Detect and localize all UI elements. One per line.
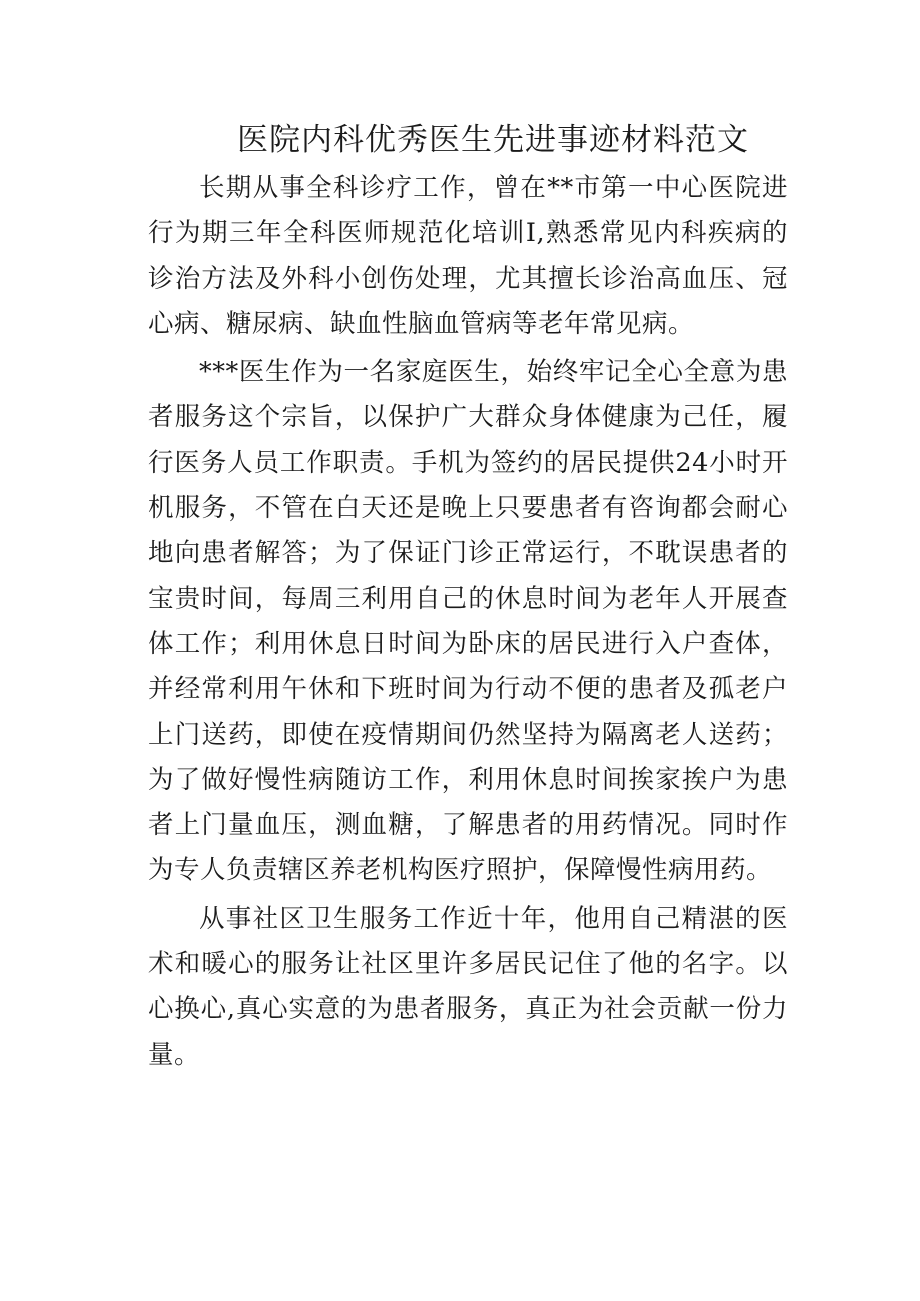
paragraph-2: ***医生作为一名家庭医生，始终牢记全心全意为患者服务这个宗旨，以保护广大群众身体健康为己任，履行医务人员工作职责。手机为签约的居民提供24小时开机服务，不管在白天还是晚上只要患者有咨询都会耐心地向患者解答；为了保证门诊正常运行，不耽误患者的宝贵时间，每周三利用自己的休息时间为老年人开展查体工作；利用休息日时间为卧床的居民进行入户查体，并经常利用午休和下班时间为行动不便的患者及孤老户上门送药，即使在疫情期间仍然坚持为隔离老人送药；为了做好慢性病随访工作，利用休息时间挨家挨户为患者上门量血压，测血糖，了解患者的用药情况。同时作为专人负责辖区养老机构医疗照护，保障慢性病用药。 — [148, 357, 788, 886]
paragraph-3: 从事社区卫生服务工作近十年，他用自己精湛的医术和暖心的服务让社区里许多居民记住了他的名字。以心换心,真心实意的为患者服务，真正为社会贡献一份力量。 — [148, 903, 788, 1070]
document-title: 医院内科优秀医生先进事迹材料范文 — [237, 122, 749, 158]
document-body — [148, 166, 788, 1081]
paragraph-1: 长期从事全科诊疗工作，曾在**市第一中心医院进行为期三年全科医师规范化培训I,熟悉常见内科疾病的诊治方法及外科小创伤处理，尤其擅长诊治高血压、冠心病、糖尿病、缺血性脑血管病等老年常见病。 — [148, 173, 788, 339]
